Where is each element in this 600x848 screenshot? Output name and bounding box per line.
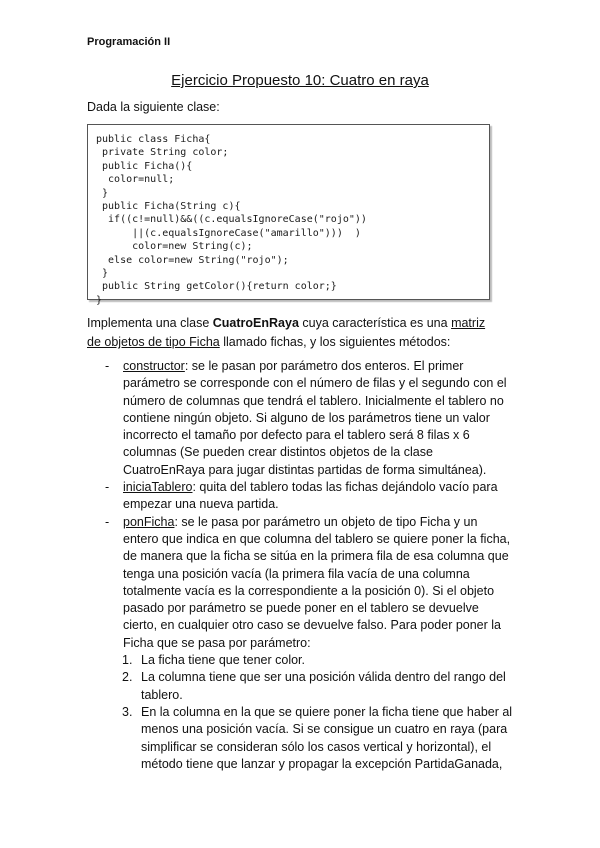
code-line: else color=new String("rojo"); — [96, 254, 289, 266]
code-line: private String color; — [96, 147, 229, 159]
code-block — [87, 124, 490, 306]
methods-list — [105, 358, 515, 773]
method-ponFicha — [105, 514, 515, 652]
code-line: } — [96, 187, 109, 199]
code-line: public String getColor(){return color;} — [96, 281, 337, 293]
code-line: public class Ficha{ — [96, 134, 211, 145]
class-name: CuatroEnRaya — [212, 316, 299, 330]
code-line: color=new String(c); — [96, 241, 253, 253]
code-line: public Ficha(){ — [96, 160, 193, 172]
method-constructor — [105, 358, 515, 479]
code-line: color=null; — [96, 174, 175, 186]
para-text-2: cuya característica es una — [298, 316, 452, 330]
code-listing — [96, 133, 489, 307]
bullet-dash: - — [105, 514, 110, 529]
bullet-dash: - — [105, 480, 110, 495]
code-line: } — [96, 294, 103, 306]
matrix-phrase: matriz de objetos de tipo Ficha — [87, 316, 486, 349]
method-description: : se le pasa por parámetro un objeto de tipo Ficha y un entero que indica en que columna del tablero se quiere poner la ficha, de manera que la ficha se sitúa en la primera fila de esa columna que tenga una posición vacía (la primera fila vacía de una columna totalmente vacía es la correspondiente a la posición 0). Si el objeto pasado por parámetro se puede poner en el tablero se devuelve cierto, en cualquier otro caso se devuelve falso. Para poder poner la Ficha que se pasa por parámetro: — [123, 514, 511, 650]
code-line: public Ficha(String c){ — [96, 201, 241, 213]
condition-number: 3. — [122, 704, 133, 719]
condition-item — [105, 669, 515, 704]
condition-text: La ficha tiene que tener color. — [141, 653, 306, 668]
task-paragraph — [87, 314, 497, 352]
method-name: constructor — [123, 359, 185, 373]
condition-item — [105, 704, 515, 773]
method-name: ponFicha — [123, 514, 175, 529]
condition-number: 2. — [122, 670, 133, 685]
method-description: : quita del tablero todas las fichas dejándolo vacío para empezar una nueva partida. — [123, 480, 498, 512]
condition-text: En la columna en la que se quiere poner la ficha tiene que haber al menos una posición vacía. Si se consigue un cuatro en raya (para simplificar se consideran sólo los casos vertical y horizontal), el método tiene que lanzar y propagar la excepción PartidaGanada, — [141, 704, 513, 771]
condition-item — [105, 652, 515, 669]
method-description: : se le pasan por parámetro dos enteros. El primer parámetro se corresponde con el número de filas y el segundo con el número de columnas que tendrá el tablero. Inicialmente el tablero no contiene ningún objeto. Si alguno de los parámetros tiene un valor incorrecto el tamaño por defecto para el tablero será 8 filas x 6 columnas (Se pueden crear distintos objetos de la clase CuatroEnRaya para jugar distintas partidas de forma simultánea). — [123, 359, 507, 477]
condition-number: 1. — [122, 653, 133, 668]
exercise-title: Ejercicio Propuesto 10: Cuatro en raya — [171, 72, 429, 89]
method-name: iniciaTablero — [123, 480, 193, 495]
code-line: ||(c.equalsIgnoreCase("amarillo"))) ) — [96, 227, 361, 239]
condition-text: La columna tiene que ser una posición válida dentro del rango del tablero. — [141, 670, 506, 702]
para-text-3: llamado fichas, y los siguientes métodos: — [219, 335, 451, 349]
method-iniciaTablero — [105, 479, 515, 514]
para-text-1: Implementa una clase — [87, 316, 213, 330]
document-header: Programación II — [87, 36, 171, 48]
code-line: } — [96, 268, 109, 280]
code-line: if((c!=null)&&((c.equalsIgnoreCase("rojo")) — [96, 214, 367, 226]
intro-text: Dada la siguiente clase: — [87, 100, 220, 114]
bullet-dash: - — [105, 359, 110, 373]
